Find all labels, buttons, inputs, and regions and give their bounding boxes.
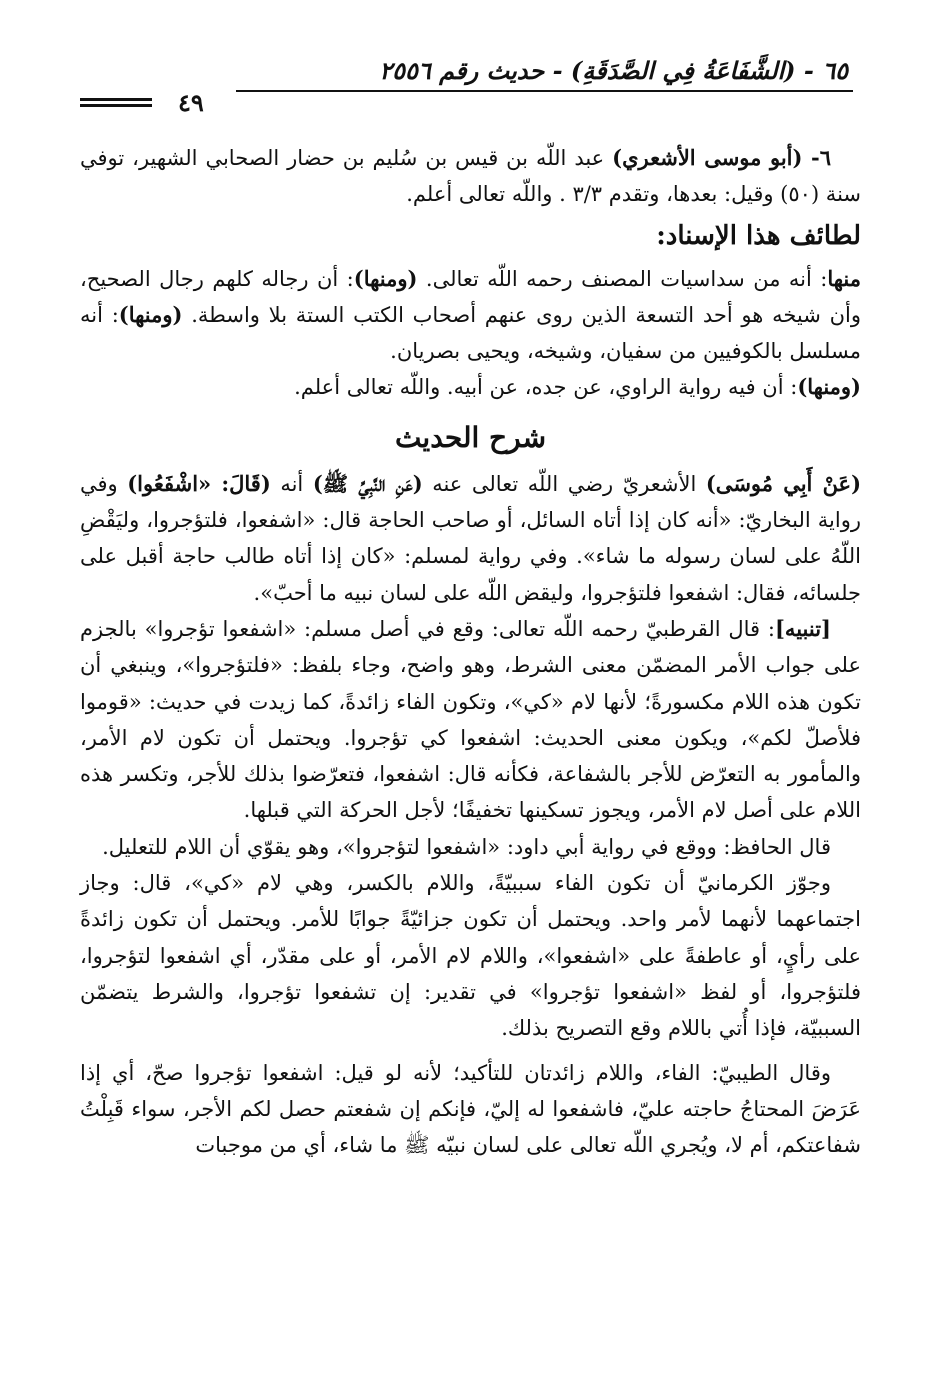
paragraph-text: وفي رواية البخاريّ: «أنه كان إذا أتاه السائل، أو صاحب الحاجة قال: «اشفعوا، فلتؤجروا، وليَقْضِ اللّهُ على لسان رسوله ما شاء». وفي رواية لمسلم: «كان إذا أتاه طالب حاجة أقبل على جلسائه، فقال: اشفعوا فلتؤجروا، وليقض اللّه على لسان نبيه ما أحبّ». [80, 471, 861, 605]
sharh-paragraph-3: قال الحافظ: ووقع في رواية أبي داود: «اشفعوا لتؤجروا»، وهو يقوّي أن اللام للتعليل. [102, 834, 831, 859]
ornament-line [80, 98, 152, 101]
bold-term: [تنبيه] [775, 615, 831, 641]
bold-term: منها [827, 265, 862, 291]
running-header-title: ٦٥ - (الشَّفَاعَةُ فِي الصَّدَقَةِ) - حديث رقم ٢٥٥٦ [379, 56, 848, 85]
paragraph-text: : أن رجاله كلهم رجال الصحيح، وأن شيخه هو أحد التسعة الذين روى عنهم أصحاب الكتب الستة بلا واسطة. [80, 266, 861, 327]
paragraph-text: الأشعريّ رضي اللّه تعالى عنه [422, 471, 706, 496]
page-number: ٤٩ [178, 88, 204, 117]
sharh-paragraph-4: وجوّز الكرمانيّ أن تكون الفاء سببيّةً، واللام بالكسر، وهي لام «كي»، قال: وجاز اجتماعهما لأنهما لأمر واحد. ويحتمل أن تكون جزائيّةً جوابًا للأمر. ويحتمل أن تكون زائدةً على رأيٍ، أو عاطفةً على «اشفعوا»، واللام لام الأمر، أو على مقدّر، أي اشفعوا لتؤجروا، فلتؤجروا، أو لفظ «اشفعوا تؤجروا» في تقدير: إن تشفعوا تؤجروا، والشرط يتضمّن السببيّة، فإذا أُتي باللام وقع التصريح بذلك. [80, 871, 861, 1041]
paragraph-text: : أنه من سداسيات المصنف رحمه اللّه تعالى. [417, 266, 828, 291]
sharh-paragraph-2 [80, 611, 861, 829]
isnad-heading: لطائف هذا الإسناد: [656, 220, 861, 251]
paragraph-gap [80, 1047, 861, 1055]
bold-term: (ومنها) [797, 374, 861, 400]
bold-term: (قَالَ: «اشْفَعُوا) [127, 470, 271, 496]
bold-term: (عَنْ أَبِي مُوسَى) [705, 470, 862, 496]
ornament-line [80, 104, 152, 107]
paragraph-text: : قال القرطبيّ رحمه اللّه تعالى: وقع في أصل مسلم: «اشفعوا تؤجروا» بالجزم على جواب الأمر المضمّن معنى الشرط، وهو واضح، وجاء بلفظ: «فلتؤجروا»، وينبغي أن تكون هذه اللام مكسورةً؛ لأنها لام «كي»، وتكون الفاء زائدةً، كما زيدت في حديث: «قوموا فلأصلّ لكم»، ويكون معنى الحديث: اشفعوا كي تؤجروا. ويحتمل أن تكون لام الأمر، والمأمور به التعرّض للأجر بالشفاعة، فكأنه قال: اشفعوا، فتعرّضوا بذلك للأجر، وتكسر هذه اللام على أصل لام الأمر، ويجوز تسكينها تخفيفًا؛ لأجل الحركة التي قبلها. [80, 616, 861, 823]
paragraph-text: أنه [270, 471, 313, 496]
paragraph-text: : أنه مسلسل بالكوفيين من سفيان، وشيخه، ويحيى بصريان. [80, 302, 861, 364]
sharh-heading: شرح الحديث [394, 420, 547, 454]
isnad-paragraph-2 [80, 369, 861, 405]
header-rule [236, 90, 853, 92]
bold-term: (ومنها) [118, 301, 183, 327]
narrator-text: عبد اللّه بن قيس بن سُليم بن حضار الصحابي الشهير، توفي سنة (٥٠) وقيل: بعدها، وتقدم ٣/٣ . واللّه تعالى أعلم. [80, 146, 861, 207]
header-ornament-lines [80, 98, 152, 110]
narrator-name: ٦- (أبو موسى الأشعري) [612, 145, 831, 170]
sharh-paragraph-5: وقال الطيبيّ: الفاء، واللام زائدتان للتأكيد؛ لأنه لو قيل: اشفعوا تؤجروا صحّ، أي إذا عَرَضَ المحتاجُ حاجته عليّ، فاشفعوا له إليّ، فإنكم إن شفعتم حصل لكم الأجر، سواء قَبِلْتُ شفاعتكم، أم لا، ويُجري اللّه تعالى على لسان نبيّه ﷺ ما شاء، أي من موجبات [80, 1060, 861, 1158]
narrator-paragraph [80, 140, 861, 213]
isnad-paragraph-1 [80, 261, 861, 370]
page-body [80, 140, 861, 1163]
bold-term: (عَنِ النَّبِيِّ ﷺ) [312, 470, 423, 496]
bold-term: (ومنها) [353, 265, 418, 291]
sharh-paragraph-1 [80, 466, 861, 611]
paragraph-text: : أن فيه رواية الراوي، عن جده، عن أبيه. واللّه تعالى أعلم. [294, 375, 798, 400]
